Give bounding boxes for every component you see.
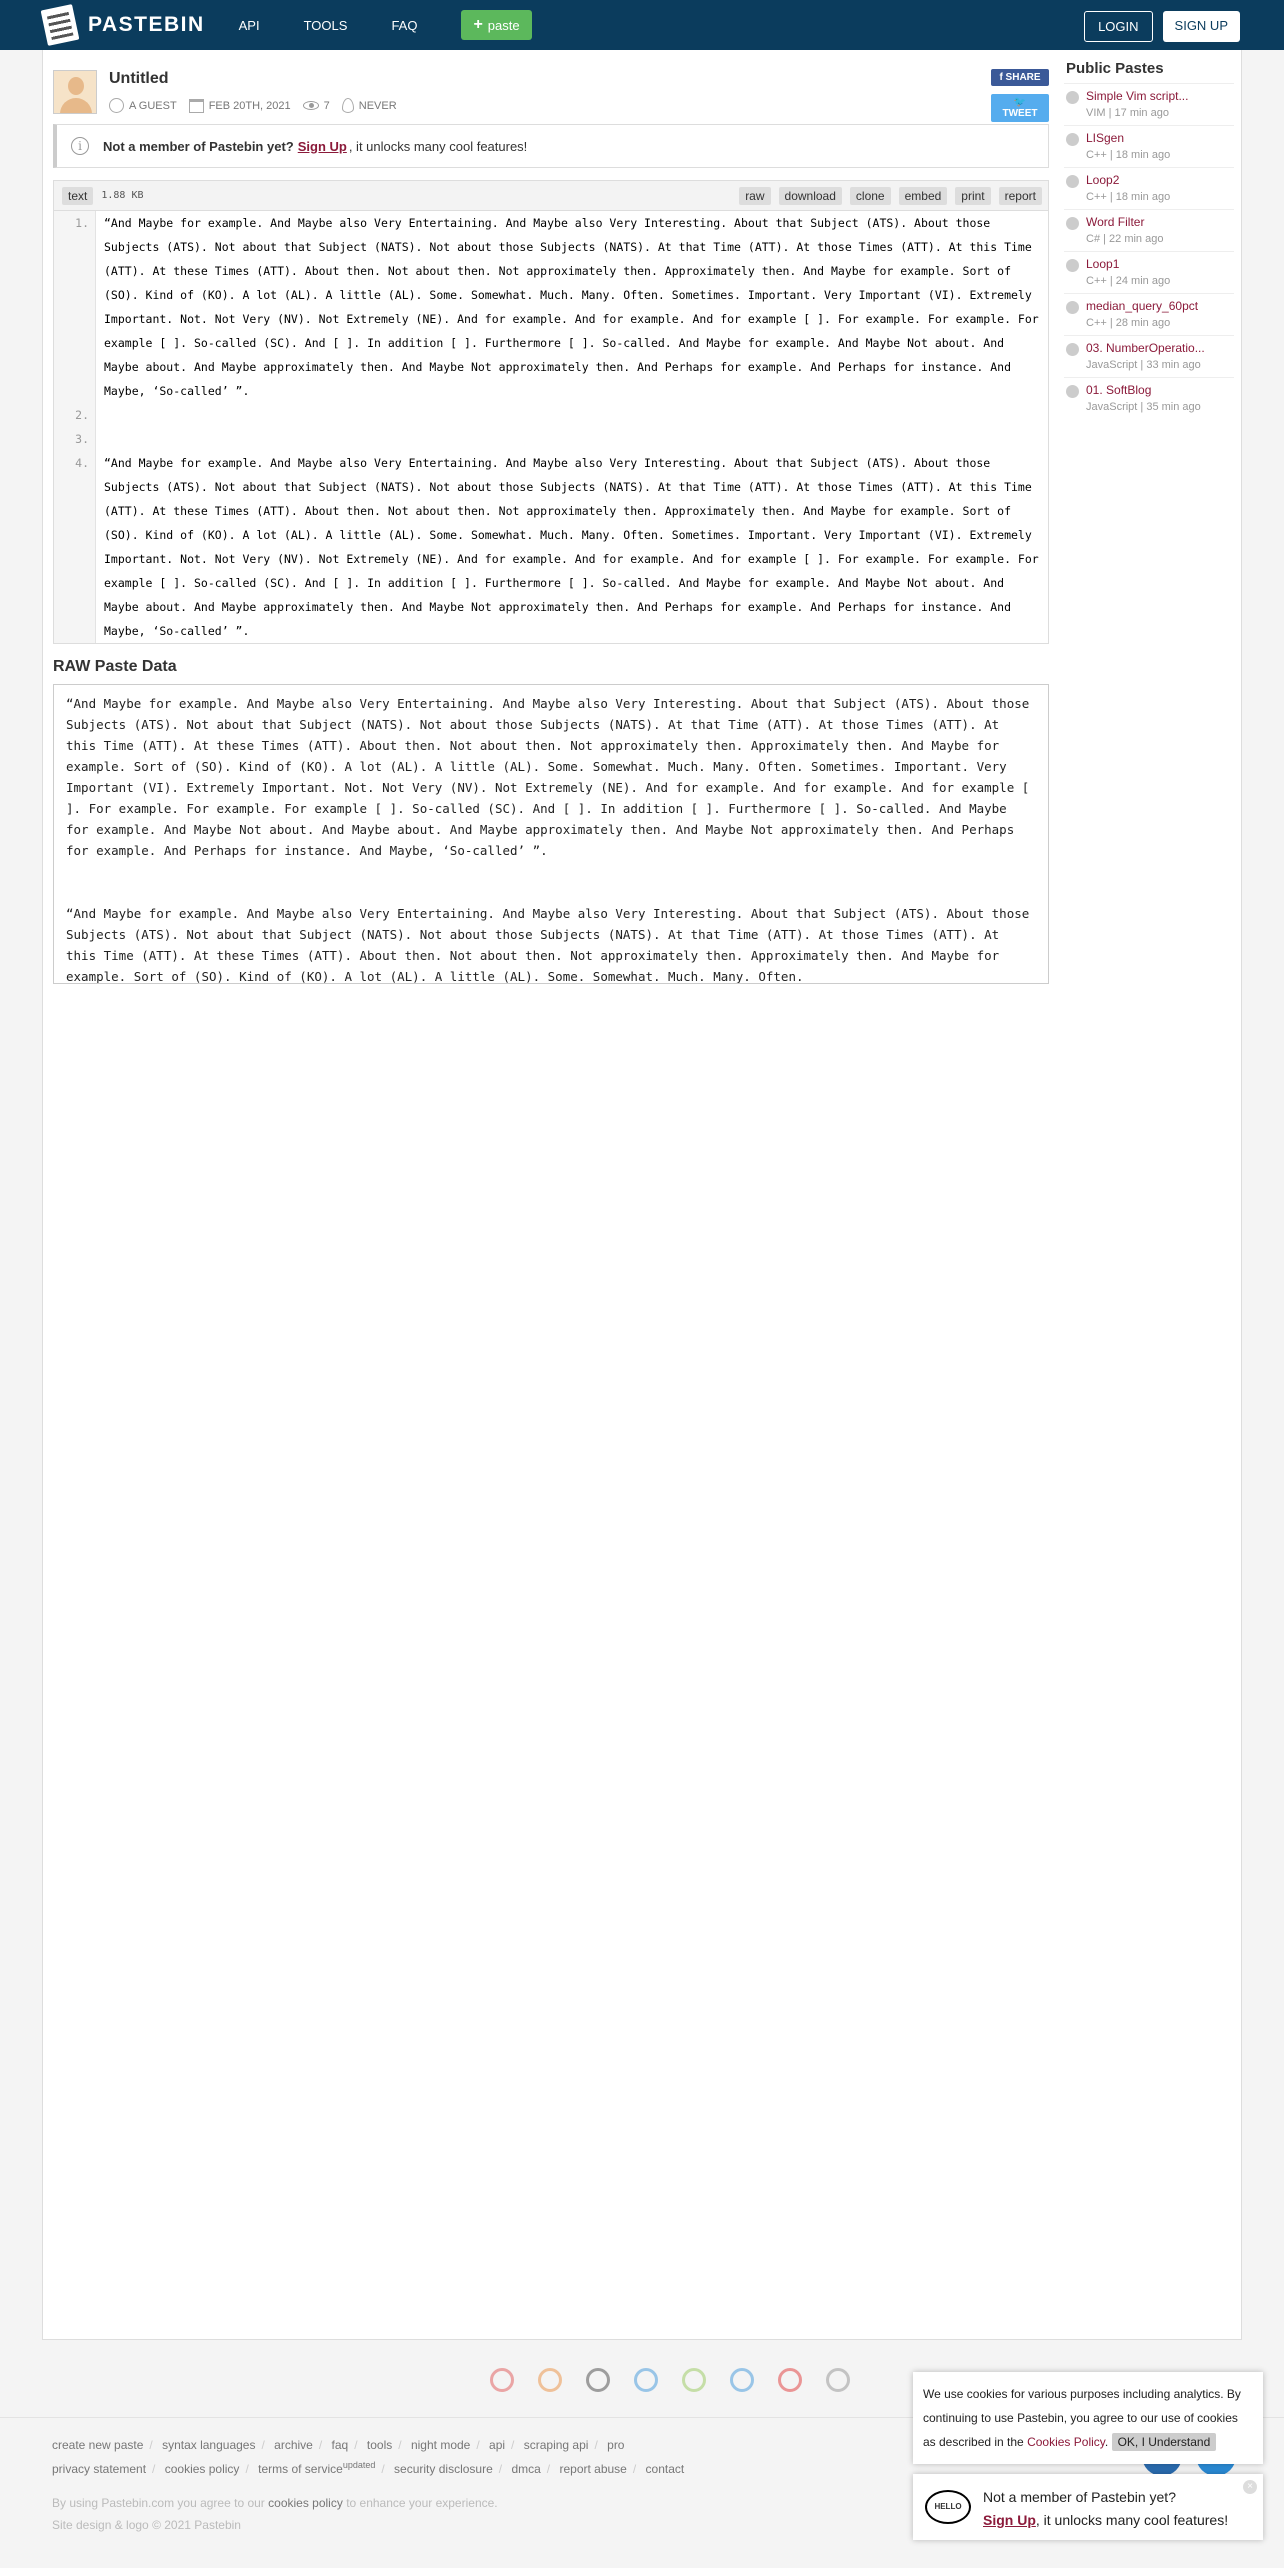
public-paste-item — [1064, 167, 1234, 209]
hello-bubble-icon: HELLO — [925, 2490, 971, 2524]
linux-icon[interactable] — [826, 2368, 850, 2392]
paste-info — [53, 64, 1049, 119]
facebook-share-button[interactable]: f SHARE — [991, 69, 1049, 86]
logo-icon — [41, 4, 80, 46]
public-paste-item — [1064, 209, 1234, 251]
line-number: 4. — [54, 451, 96, 643]
download-button[interactable]: download — [779, 187, 842, 205]
expiry-icon — [342, 98, 354, 113]
public-paste-meta: C++ | 24 min ago — [1086, 275, 1171, 287]
cookies-policy-link[interactable]: cookies policy — [268, 2496, 343, 2510]
public-paste-item — [1064, 377, 1234, 419]
member-notice — [53, 124, 1049, 168]
public-paste-meta: C++ | 28 min ago — [1086, 317, 1171, 329]
report-button[interactable]: report — [999, 187, 1042, 205]
code-toolbar — [54, 181, 1048, 211]
eye-icon — [303, 101, 319, 110]
signup-popup-text: Not a member of Pastebin yet? Sign Up, it unlocks many cool features! — [983, 2489, 1229, 2528]
cookie-banner: We use cookies for various purposes including analytics. By continuing to use Pastebin, you agree to our use of cookies as described in the Cookies Policy. OK, I Understand — [913, 2372, 1263, 2464]
new-paste-label: paste — [487, 17, 520, 33]
calendar-icon — [189, 99, 204, 113]
public-paste-meta: VIM | 17 min ago — [1086, 107, 1169, 119]
public-paste-link[interactable]: 03. NumberOperatio... — [1086, 341, 1205, 355]
footer-link[interactable]: archive — [274, 2438, 313, 2452]
code-line — [54, 403, 1048, 427]
paste-views: 7 — [323, 99, 330, 112]
raw-paste-textarea[interactable]: “And Maybe for example. And Maybe also Very Entertaining. And Maybe also Very Interesting. About that Subject (ATS). About those Subjects (ATS). Not about that Subject (NATS). Not about those Subjects (NATS). At that Time (ATT). At those Times (ATT). At this Time (ATT). At these Times (ATT). About then. Not about then. Not approximately then. Approximately then. And Maybe for example. Sort of (SO). Kind of (KO). A lot (AL). A little (AL). Some. Somewhat. Much. Many. Often. Sometimes. Important. Very Important (VI). Extremely Important. Not. Not Very (NV). Not Extremely (NE). And for example. And for example. And for example [ ]. For example. For example. For example [ ]. So-called (SC). And [ ]. In addition [ ]. Furthermore [ ]. So-called. And Maybe for example. And Maybe Not about. And Maybe about. And Maybe approximately then. And Maybe Not approximately then. And Perhaps for example. And Perhaps for instance. And Maybe, ‘So-called’ ”. “And Maybe for example. And Maybe also Very Entertaining. And Maybe also Very Interesting. About that Subject (ATS). About those Subjects (ATS). Not about that Subject (NATS). Not about those Subjects (NATS). At that Time (ATT). At those Times (ATT). At this Time (ATT). At these Times (ATT). About then. Not about then. Not approximately then. Approximately then. And Maybe for example. Sort of (SO). Kind of (KO). A lot (AL). A little (AL). Some. Somewhat. Much. Many. Often. — [53, 684, 1049, 984]
notice-signup-link[interactable]: Sign Up — [297, 138, 347, 154]
opera-icon[interactable] — [778, 2368, 802, 2392]
signup-button[interactable]: SIGN UP — [1163, 11, 1240, 42]
user-icon — [109, 98, 124, 113]
notice-rest: , it unlocks many cool features! — [348, 138, 528, 154]
code-line — [54, 211, 1048, 403]
new-paste-button[interactable] — [461, 10, 531, 40]
copyright: Site design & logo © 2021 Pastebin — [52, 2518, 241, 2532]
avatar[interactable] — [53, 70, 97, 114]
line-content — [96, 427, 1048, 451]
public-paste-item — [1064, 293, 1234, 335]
top-header — [0, 0, 1284, 50]
paste-meta — [109, 98, 409, 113]
footer-link[interactable]: contact — [645, 2462, 685, 2476]
public-paste-item — [1064, 335, 1234, 377]
content-container — [42, 50, 1242, 2340]
code-line — [54, 451, 1048, 643]
footer-links-row2: privacy statement / cookies policy / terms of service$^{updated}$ / security disclosure / dmca / report abuse / contact — [52, 2460, 685, 2476]
footer-link[interactable]: faq — [331, 2438, 349, 2452]
cookie-ok-button[interactable]: OK, I Understand — [1112, 2433, 1217, 2451]
public-paste-meta: C++ | 18 min ago — [1086, 149, 1171, 161]
footer-link[interactable]: syntax languages — [162, 2438, 256, 2452]
raw-paste-title: RAW Paste Data — [53, 658, 177, 675]
code-actions — [731, 187, 1042, 205]
signup-popup — [913, 2474, 1263, 2540]
clone-button[interactable]: clone — [850, 187, 891, 205]
public-paste-meta: JavaScript | 33 min ago — [1086, 359, 1201, 371]
public-paste-link[interactable]: Loop1 — [1086, 257, 1120, 271]
cookie-text: We use cookies for various purposes including analytics. By continuing to use Pastebin, you agree to our use of cookies as described in the — [923, 2387, 1241, 2449]
footer-link[interactable]: pro — [607, 2438, 625, 2452]
embed-button[interactable]: embed — [899, 187, 948, 205]
public-paste-link[interactable]: Loop2 — [1086, 173, 1120, 187]
chrome-icon[interactable] — [490, 2368, 514, 2392]
globe-icon — [1066, 133, 1079, 146]
globe-icon — [1066, 301, 1079, 314]
raw-button[interactable]: raw — [739, 187, 770, 205]
footer-link[interactable]: api — [489, 2438, 506, 2452]
footer-link[interactable]: cookies policy — [164, 2462, 240, 2476]
line-content — [96, 403, 1048, 427]
paste-author: A GUEST — [129, 99, 177, 112]
globe-icon — [1066, 91, 1079, 104]
ios-icon[interactable] — [586, 2368, 610, 2392]
line-number: 2. — [54, 403, 96, 427]
main-nav — [239, 10, 532, 40]
paste-size: 1.88 KB — [101, 190, 144, 201]
globe-icon — [1066, 259, 1079, 272]
public-paste-link[interactable]: Simple Vim script... — [1086, 89, 1189, 103]
windows-icon[interactable] — [634, 2368, 658, 2392]
footer-link[interactable]: security disclosure — [394, 2462, 493, 2476]
sidebar — [1064, 60, 1234, 419]
notice-bold: Not a member of Pastebin yet? — [103, 138, 294, 154]
footer-link[interactable]: scraping api — [523, 2438, 589, 2452]
info-icon: i — [71, 137, 89, 155]
public-paste-item — [1064, 83, 1234, 125]
main-column — [53, 64, 1049, 984]
logo-text: PASTEBIN — [88, 13, 205, 36]
globe-icon — [1066, 343, 1079, 356]
footer-note: By using Pastebin.com you agree to our cookies policy to enhance your experience. — [52, 2496, 498, 2510]
paste-title: Untitled — [109, 70, 169, 87]
footer-link[interactable]: tools — [366, 2438, 393, 2452]
code-line — [54, 427, 1048, 451]
syntax-tag[interactable]: text — [62, 187, 93, 205]
footer-links-row1: create new paste / syntax languages / archive / faq / tools / night mode / api / scraping api / pro — [52, 2438, 625, 2452]
nav-tools[interactable]: TOOLS — [303, 17, 348, 33]
plus-icon: + — [473, 16, 483, 33]
footer-link[interactable]: dmca — [511, 2462, 541, 2476]
tos-updated-badge: updated — [342, 2460, 376, 2470]
public-paste-link[interactable]: median_query_60pct — [1086, 299, 1199, 313]
x-icon[interactable] — [730, 2368, 754, 2392]
public-paste-link[interactable]: 01. SoftBlog — [1086, 383, 1152, 397]
logo[interactable] — [44, 7, 205, 43]
tweet-button[interactable]: 🐦 TWEET — [991, 94, 1049, 122]
globe-icon — [1066, 217, 1079, 230]
android-icon[interactable] — [682, 2368, 706, 2392]
close-icon[interactable]: × — [1243, 2480, 1257, 2494]
code-box — [53, 180, 1049, 644]
line-content: “And Maybe for example. And Maybe also Very Entertaining. And Maybe also Very Interesting. About that Subject (ATS). About those Subjects (ATS). Not about that Subject (NATS). Not about those Subjects (NATS). At that Time (ATT). At those Times (ATT). At this Time (ATT). At these Times (ATT). About then. Not about then. Not approximately then. Approximately then. And Maybe for example. Sort of (SO). Kind of (KO). A lot (AL). A little (AL). Some. Somewhat. Much. Many. Often. Sometimes. Important. Very Important (VI). Extremely Important. Not. Not Very (NV). Not Extremely (NE). And for example. And for example. And for example [ ]. For example. For example. For example [ ]. So-called (SC). And [ ]. In addition [ ]. Furthermore [ ]. So-called. And Maybe for example. And Maybe Not about. And Maybe about. And Maybe approximately then. And Maybe Not approximately then. And Perhaps for example. And Perhaps for instance. And Maybe, ‘So-called’ ”. — [104, 216, 1046, 398]
line-number: 3. — [54, 427, 96, 451]
public-paste-meta: JavaScript | 35 min ago — [1086, 401, 1201, 413]
firefox-icon[interactable] — [538, 2368, 562, 2392]
cookie-policy-link[interactable]: Cookies Policy — [1027, 2435, 1105, 2449]
print-button[interactable]: print — [955, 187, 990, 205]
footer-link[interactable]: create new paste — [52, 2438, 144, 2452]
nav-api[interactable]: API — [238, 17, 260, 33]
signup-popup-link[interactable]: Sign Up — [983, 2512, 1036, 2528]
line-number: 1. — [54, 211, 96, 403]
line-content: “And Maybe for example. And Maybe also Very Entertaining. And Maybe also Very Interesting. About that Subject (ATS). About those Subjects (ATS). Not about that Subject (NATS). Not about those Subjects (NATS). At that Time (ATT). At those Times (ATT). At this Time (ATT). At these Times (ATT). About then. Not about then. Not approximately then. Approximately then. And Maybe for example. Sort of (SO). Kind of (KO). A lot (AL). A little (AL). Some. Somewhat. Much. Many. Often. Sometimes. Important. Very Important (VI). Extremely Important. Not. Not Very (NV). Not Extremely (NE). And for example. And for example. And for example [ ]. For example. For example. For example [ ]. So-called (SC). And [ ]. In addition [ ]. Furthermore [ ]. So-called. And Maybe for example. And Maybe Not about. And Maybe about. And Maybe approximately then. And Maybe Not approximately then. And Perhaps for example. And Perhaps for instance. And Maybe, ‘So-called’ ”. — [104, 456, 1046, 638]
public-paste-meta: C# | 22 min ago — [1086, 233, 1164, 245]
paste-expiry: NEVER — [358, 99, 397, 112]
public-paste-meta: C++ | 18 min ago — [1086, 191, 1171, 203]
public-pastes-title: Public Pastes — [1066, 60, 1164, 77]
nav-faq[interactable]: FAQ — [391, 17, 418, 33]
globe-icon — [1066, 175, 1079, 188]
footer-link[interactable]: night mode — [410, 2438, 471, 2452]
public-paste-link[interactable]: Word Filter — [1086, 215, 1145, 229]
code-lines — [54, 211, 1048, 643]
public-paste-item — [1064, 251, 1234, 293]
public-paste-item — [1064, 125, 1234, 167]
login-button[interactable]: LOGIN — [1084, 11, 1152, 42]
public-paste-link[interactable]: LISgen — [1086, 131, 1125, 145]
auth-buttons — [1084, 11, 1240, 42]
globe-icon — [1066, 385, 1079, 398]
footer-link[interactable]: report abuse — [559, 2462, 627, 2476]
paste-date: FEB 20TH, 2021 — [208, 99, 291, 112]
footer-link[interactable]: terms of service — [258, 2462, 343, 2476]
footer-link[interactable]: privacy statement — [52, 2462, 147, 2476]
